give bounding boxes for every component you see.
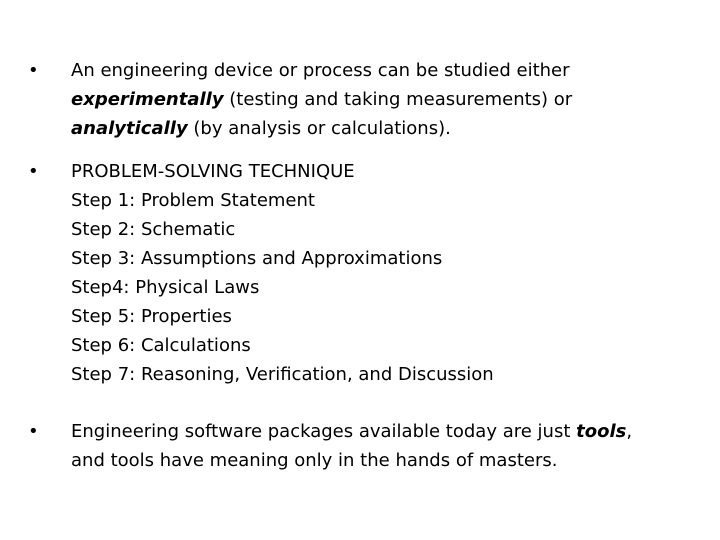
step-6: Step 6: Calculations: [71, 335, 251, 356]
intro-line-2: [71, 85, 678, 114]
software-line-1-end: ,: [626, 421, 633, 442]
software-line-1: [71, 417, 678, 446]
step-5: Step 5: Properties: [71, 306, 232, 327]
bullet-problem-solving: [28, 157, 678, 389]
step-7: Step 7: Reasoning, Verification, and Discussion: [71, 364, 494, 385]
analytically-description: (by analysis or calculations).: [187, 118, 451, 139]
experimentally-emphasis: experimentally: [71, 89, 224, 110]
problem-solving-list: [71, 157, 678, 389]
software-line-1-start: Engineering software packages available today are just: [71, 421, 577, 442]
experimentally-description: (testing and taking measurements) or: [223, 89, 573, 110]
bullet-software-tools: [28, 417, 678, 475]
step-1: Step 1: Problem Statement: [71, 190, 315, 211]
step-3: Step 3: Assumptions and Approximations: [71, 248, 443, 269]
intro-line-3: [71, 114, 678, 143]
bullet-marker: •: [28, 161, 39, 182]
software-line-2: and tools have meaning only in the hands of masters.: [71, 450, 558, 471]
intro-line-1: An engineering device or process can be studied either: [71, 60, 570, 81]
technique-heading: PROBLEM-SOLVING TECHNIQUE: [71, 161, 355, 182]
bullet-study-methods-text: [71, 56, 678, 143]
step-4: Step4: Physical Laws: [71, 277, 260, 298]
bullet-marker: •: [28, 421, 39, 442]
step-2: Step 2: Schematic: [71, 219, 236, 240]
analytically-emphasis: analytically: [71, 118, 188, 139]
bullet-study-methods: [28, 56, 678, 143]
software-tools-text: [71, 417, 678, 475]
tools-emphasis: tools: [576, 421, 627, 442]
bullet-marker: •: [28, 60, 39, 81]
